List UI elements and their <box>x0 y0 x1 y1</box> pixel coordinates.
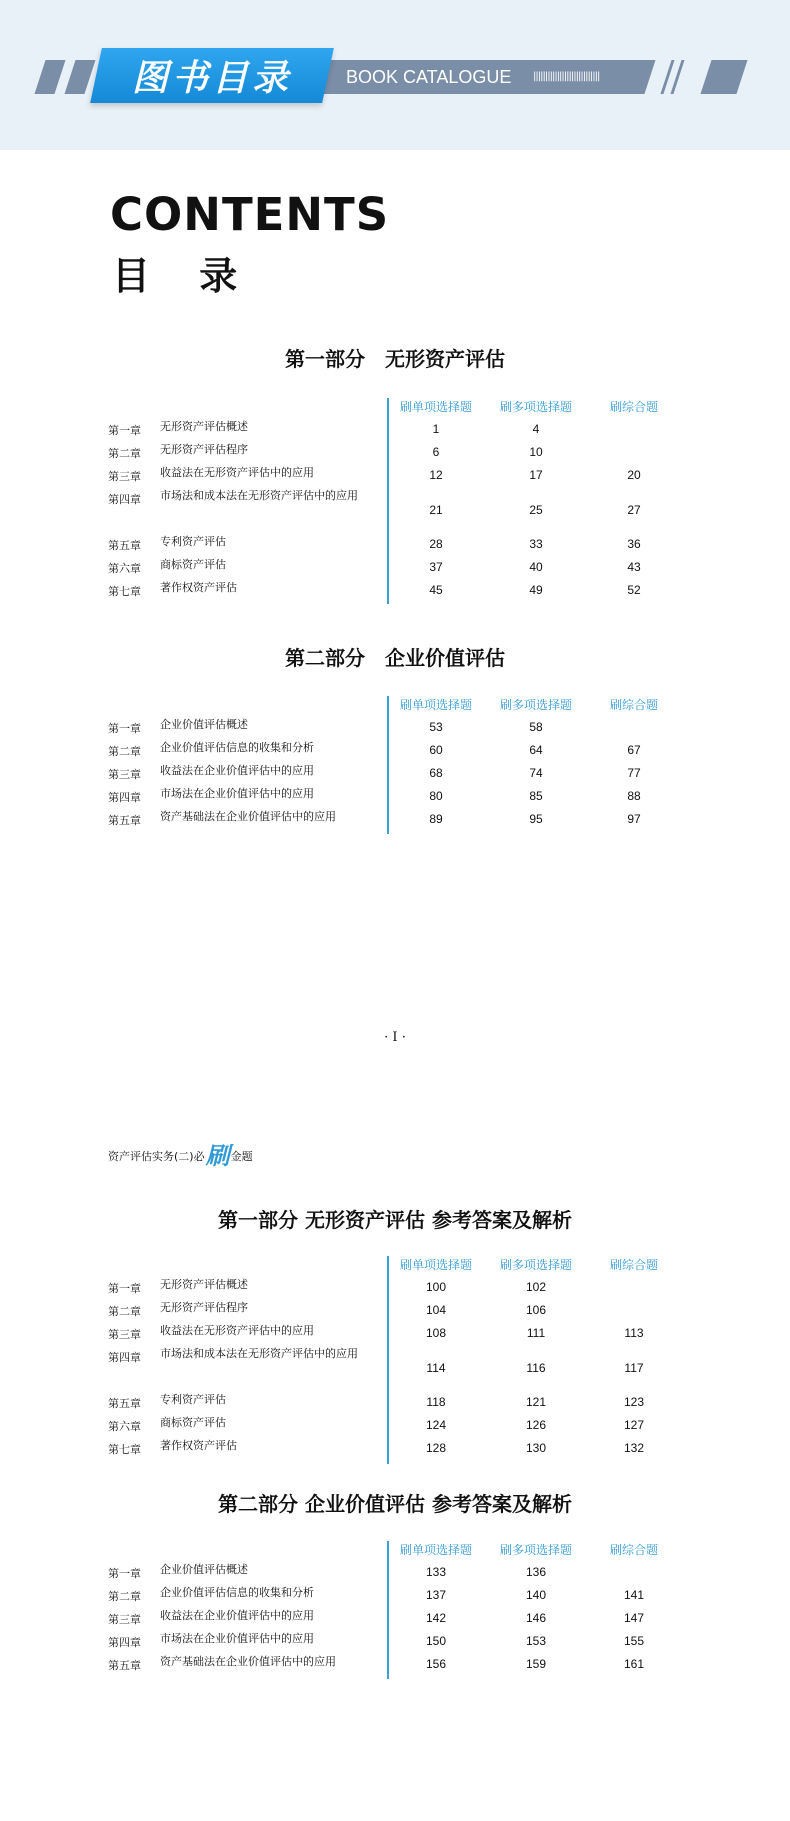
banner-stripe <box>34 60 65 94</box>
column-header: 刷综合题 <box>609 400 658 414</box>
contents-heading-en: CONTENTS <box>110 188 390 241</box>
column-header: 刷单项选择题 <box>399 698 472 712</box>
banner-ticks: |||||||||||||||||||||||||||| <box>533 71 600 82</box>
column-header: 刷单项选择题 <box>399 1258 472 1272</box>
banner-slashes <box>662 60 684 94</box>
column-header: 刷单项选择题 <box>399 1543 472 1557</box>
section-title: 第二部分 企业价值评估 <box>285 646 505 670</box>
banner-subtitle: BOOK CATALOGUE <box>346 67 512 87</box>
catalogue-banner <box>0 0 790 150</box>
column-header: 刷多项选择题 <box>499 698 572 712</box>
column-header: 刷多项选择题 <box>499 400 572 414</box>
section-title: 第一部分 无形资产评估 <box>285 347 505 371</box>
running-head-suffix: 金题 <box>230 1150 253 1163</box>
column-header: 刷综合题 <box>609 1258 658 1272</box>
banner-stripe <box>64 60 95 94</box>
running-head <box>108 1136 253 1171</box>
running-head-brush: 刷 <box>205 1142 230 1170</box>
page-number: · I · <box>384 1030 406 1045</box>
column-header: 刷多项选择题 <box>499 1258 572 1272</box>
section-title: 第二部分 企业价值评估 参考答案及解析 <box>218 1492 572 1516</box>
column-header: 刷单项选择题 <box>399 400 472 414</box>
contents-heading-cn: 目 录 <box>112 254 256 298</box>
column-header: 刷综合题 <box>609 1543 658 1557</box>
column-header: 刷综合题 <box>609 698 658 712</box>
banner-title: 图书目录 <box>131 58 292 99</box>
banner-stripe <box>700 60 747 94</box>
running-head-prefix: 资产评估实务(二)必 <box>108 1150 205 1163</box>
column-header: 刷多项选择题 <box>499 1543 572 1557</box>
section-title: 第一部分 无形资产评估 参考答案及解析 <box>218 1208 572 1232</box>
